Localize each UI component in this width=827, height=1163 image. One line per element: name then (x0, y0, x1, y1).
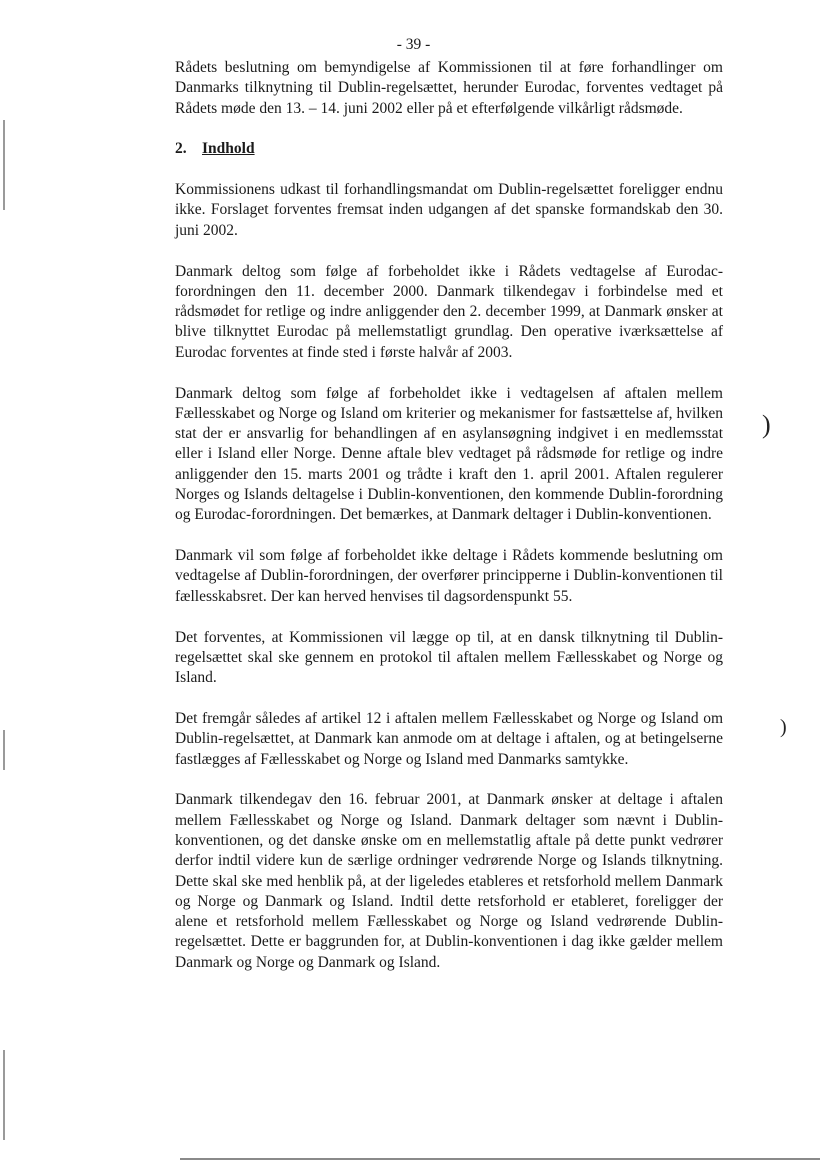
paragraph-1: Kommissionens udkast til forhandlingsmandat om Dublin-regelsættet foreligger endnu ikke. Forslaget forventes fremsat inden udgangen af det spanske formandskab den 30. juni 2002. (175, 181, 723, 239)
page-number: - 39 - (396, 36, 431, 53)
paragraph-6: Det fremgår således af artikel 12 i aftalen mellem Fællesskabet og Norge og Island om Dublin-regelsættet, at Danmark kan anmode om at deltage i aftalen, og at betingelserne fastlægges af Fællesskabet og Norge og Island med Danmarks samtykke. (175, 709, 723, 768)
section-number: 2. (175, 140, 187, 158)
scan-edge-line-upper (3, 120, 5, 210)
margin-mark-lower: ) (780, 716, 787, 738)
intro-paragraph: Rådets beslutning om bemyndigelse af Kommissionen til at føre forhandlinger om Danmarks tilknytning til Dublin-regelsættet, herunder Eurodac, forventes vedtaget på Rådets møde den 13. – 14. juni 2002 eller på et efterfølgende vilkårligt rådsmøde. (175, 59, 723, 117)
scan-bottom-line (180, 1158, 820, 1160)
paragraph-5: Det forventes, at Kommissionen vil lægge op til, at en dansk tilknytning til Dublin-regelsættet skal ske gennem en protokol til aftalen mellem Fællesskabet og Norge og Island. (175, 628, 723, 687)
document-body (175, 58, 723, 993)
paragraph-3: Danmark deltog som følge af forbeholdet ikke i vedtagelsen af aftalen mellem Fællesskabet og Norge og Island om kriterier og mekanismer for fastsættelse af, hvilken stat der er ansvarlig for behandlingen af en asylansøgning indgivet i en medlemsstat eller i Island eller Norge. Denne aftale blev vedtaget på rådsmøde for retlige og indre anliggender den 15. marts 2001 og trådte i kraft den 1. april 2001. Aftalen regulerer Norges og Islands deltagelse i Dublin-konventionen, den kommende Dublin-forordning og Eurodac-forordningen. Det bemærkes, at Danmark deltager i Dublin-konventionen. (175, 384, 723, 524)
paragraph-2: Danmark deltog som følge af forbeholdet ikke i Rådets vedtagelse af Eurodac-forordningen den 11. december 2000. Danmark tilkendegav i forbindelse med et rådsmødet for retlige og indre anliggender den 2. december 1999, at Danmark ønsker at blive tilknyttet Eurodac på mellemstatligt grundlag. Den operative iværksættelse af Eurodac forventes at finde sted i første halvår af 2003. (175, 262, 723, 361)
paragraph-7: Danmark tilkendegav den 16. februar 2001, at Danmark ønsker at deltage i aftalen mellem Fællesskabet og Norge og Island. Danmark deltager som nævnt i Dublin-konventionen, og det danske ønske om en mellemstatlig aftale på dette punkt vedrører derfor indtil videre kun de særlige ordninger vedrørende Norge og Islands tilknytning. Dette skal ske med henblik på, at der ligeledes etableres et retsforhold mellem Danmark og Norge og Danmark og Island. Indtil dette retsforhold er etableret, foreligger der alene et retsforhold mellem Fællesskabet og Norge og Island vedrørende Dublin-regelsættet. Dette er baggrunden for, at Dublin-konventionen i dag ikke gælder mellem Danmark og Norge og Danmark og Island. (175, 791, 723, 971)
scan-edge-line-lower (3, 1050, 5, 1140)
paragraph-4: Danmark vil som følge af forbeholdet ikke deltage i Rådets kommende beslutning om vedtagelse af Dublin-forordningen, der overfører principperne i Dublin-konventionen til fællesskabsret. Der kan herved henvises til dagsordenspunkt 55. (175, 547, 723, 605)
scan-edge-line-middle (3, 730, 5, 770)
section-title: Indhold (202, 140, 255, 158)
section-heading (175, 139, 723, 159)
margin-mark-upper: ) (762, 410, 771, 439)
